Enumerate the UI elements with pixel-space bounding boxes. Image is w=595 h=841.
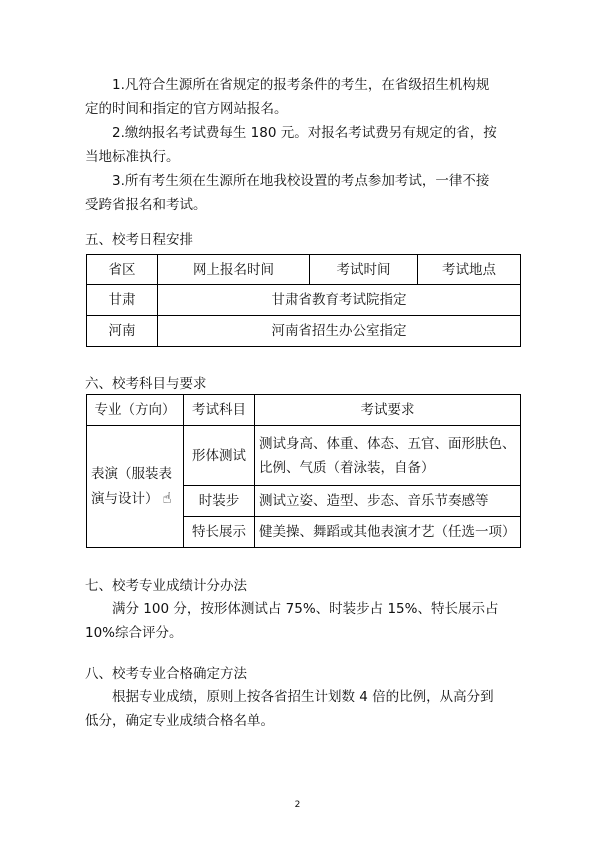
rule-3-line-2: 受跨省报名和考试。: [85, 197, 207, 213]
requirement-cell: [255, 426, 521, 486]
requirement-cell: 健美操、舞蹈或其他表演才艺（任选一项）: [255, 517, 521, 548]
subjects-header-major: 专业（方向）: [87, 395, 184, 426]
major-line-1: 表演（服装表: [91, 466, 172, 482]
rule-2: [85, 121, 515, 169]
table-row: [87, 316, 521, 347]
subjects-table: [86, 394, 521, 548]
rule-2-line-1: 2.缴纳报名考试费每生 180 元。对报名考试费另有规定的省，按: [112, 125, 497, 141]
scoring-heading: 七、校考专业成绩计分办法: [85, 578, 247, 594]
rule-1-line-1: 1.凡符合生源所在省规定的报考条件的考生，在省级招生机构规: [112, 77, 490, 93]
schedule-note-cell: 河南省招生办公室指定: [158, 316, 521, 347]
subject-cell: 形体测试: [184, 426, 255, 486]
rule-1-line-2: 定的时间和指定的官方网站报名。: [85, 101, 288, 117]
requirement-cell: 测试立姿、造型、步态、音乐节奏感等: [255, 486, 521, 517]
schedule-heading: 五、校考日程安排: [85, 232, 193, 248]
requirement-line-1: 测试身高、体重、体态、五官、面形肤色、: [259, 435, 516, 452]
rule-1: [85, 73, 515, 121]
schedule-region-cell: 河南: [87, 316, 158, 347]
subjects-heading: 六、校考科目与要求: [85, 376, 207, 392]
schedule-note-cell: 甘肃省教育考试院指定: [158, 285, 521, 316]
rule-2-line-2: 当地标准执行。: [85, 149, 180, 165]
rule-3: [85, 169, 515, 217]
subjects-header-requirement: 考试要求: [255, 395, 521, 426]
major-cell: [87, 426, 184, 548]
rule-3-line-1: 3.所有考生须在生源所在地我校设置的考点参加考试，一律不接: [112, 173, 490, 189]
schedule-header-register-time: 网上报名时间: [158, 255, 310, 285]
qualification-heading: 八、校考专业合格确定方法: [85, 666, 247, 682]
table-row: [87, 426, 521, 486]
subjects-header-row: [87, 395, 521, 426]
requirement-line-2: 比例、气质（着泳装，自备）: [259, 459, 435, 476]
scoring-text: [85, 597, 515, 645]
subject-cell: 时装步: [184, 486, 255, 517]
qualification-line-1: 根据专业成绩，原则上按各省招生计划数 4 倍的比例，从高分到: [112, 689, 494, 705]
scoring-line-1: 满分 100 分，按形体测试占 75%、时装步占 15%、特长展示占: [112, 601, 499, 617]
major-line-2: 演与设计）: [91, 491, 159, 507]
schedule-header-region: 省区: [87, 255, 158, 285]
schedule-region-cell: 甘肃: [87, 285, 158, 316]
table-row: [87, 285, 521, 316]
schedule-header-exam-place: 考试地点: [418, 255, 521, 285]
qualification-line-2: 低分，确定专业成绩合格名单。: [85, 713, 274, 729]
schedule-table: [86, 254, 521, 347]
subject-cell: 特长展示: [184, 517, 255, 548]
schedule-header-exam-time: 考试时间: [310, 255, 418, 285]
page-number: 2: [294, 800, 301, 810]
major-line-2-wrap: [91, 486, 179, 511]
subjects-header-subject: 考试科目: [184, 395, 255, 426]
scoring-line-2: 10%综合评分。: [85, 625, 183, 641]
qualification-text: [85, 685, 515, 733]
schedule-header-row: [87, 255, 521, 285]
pointing-hand-icon: ☝: [162, 489, 172, 507]
